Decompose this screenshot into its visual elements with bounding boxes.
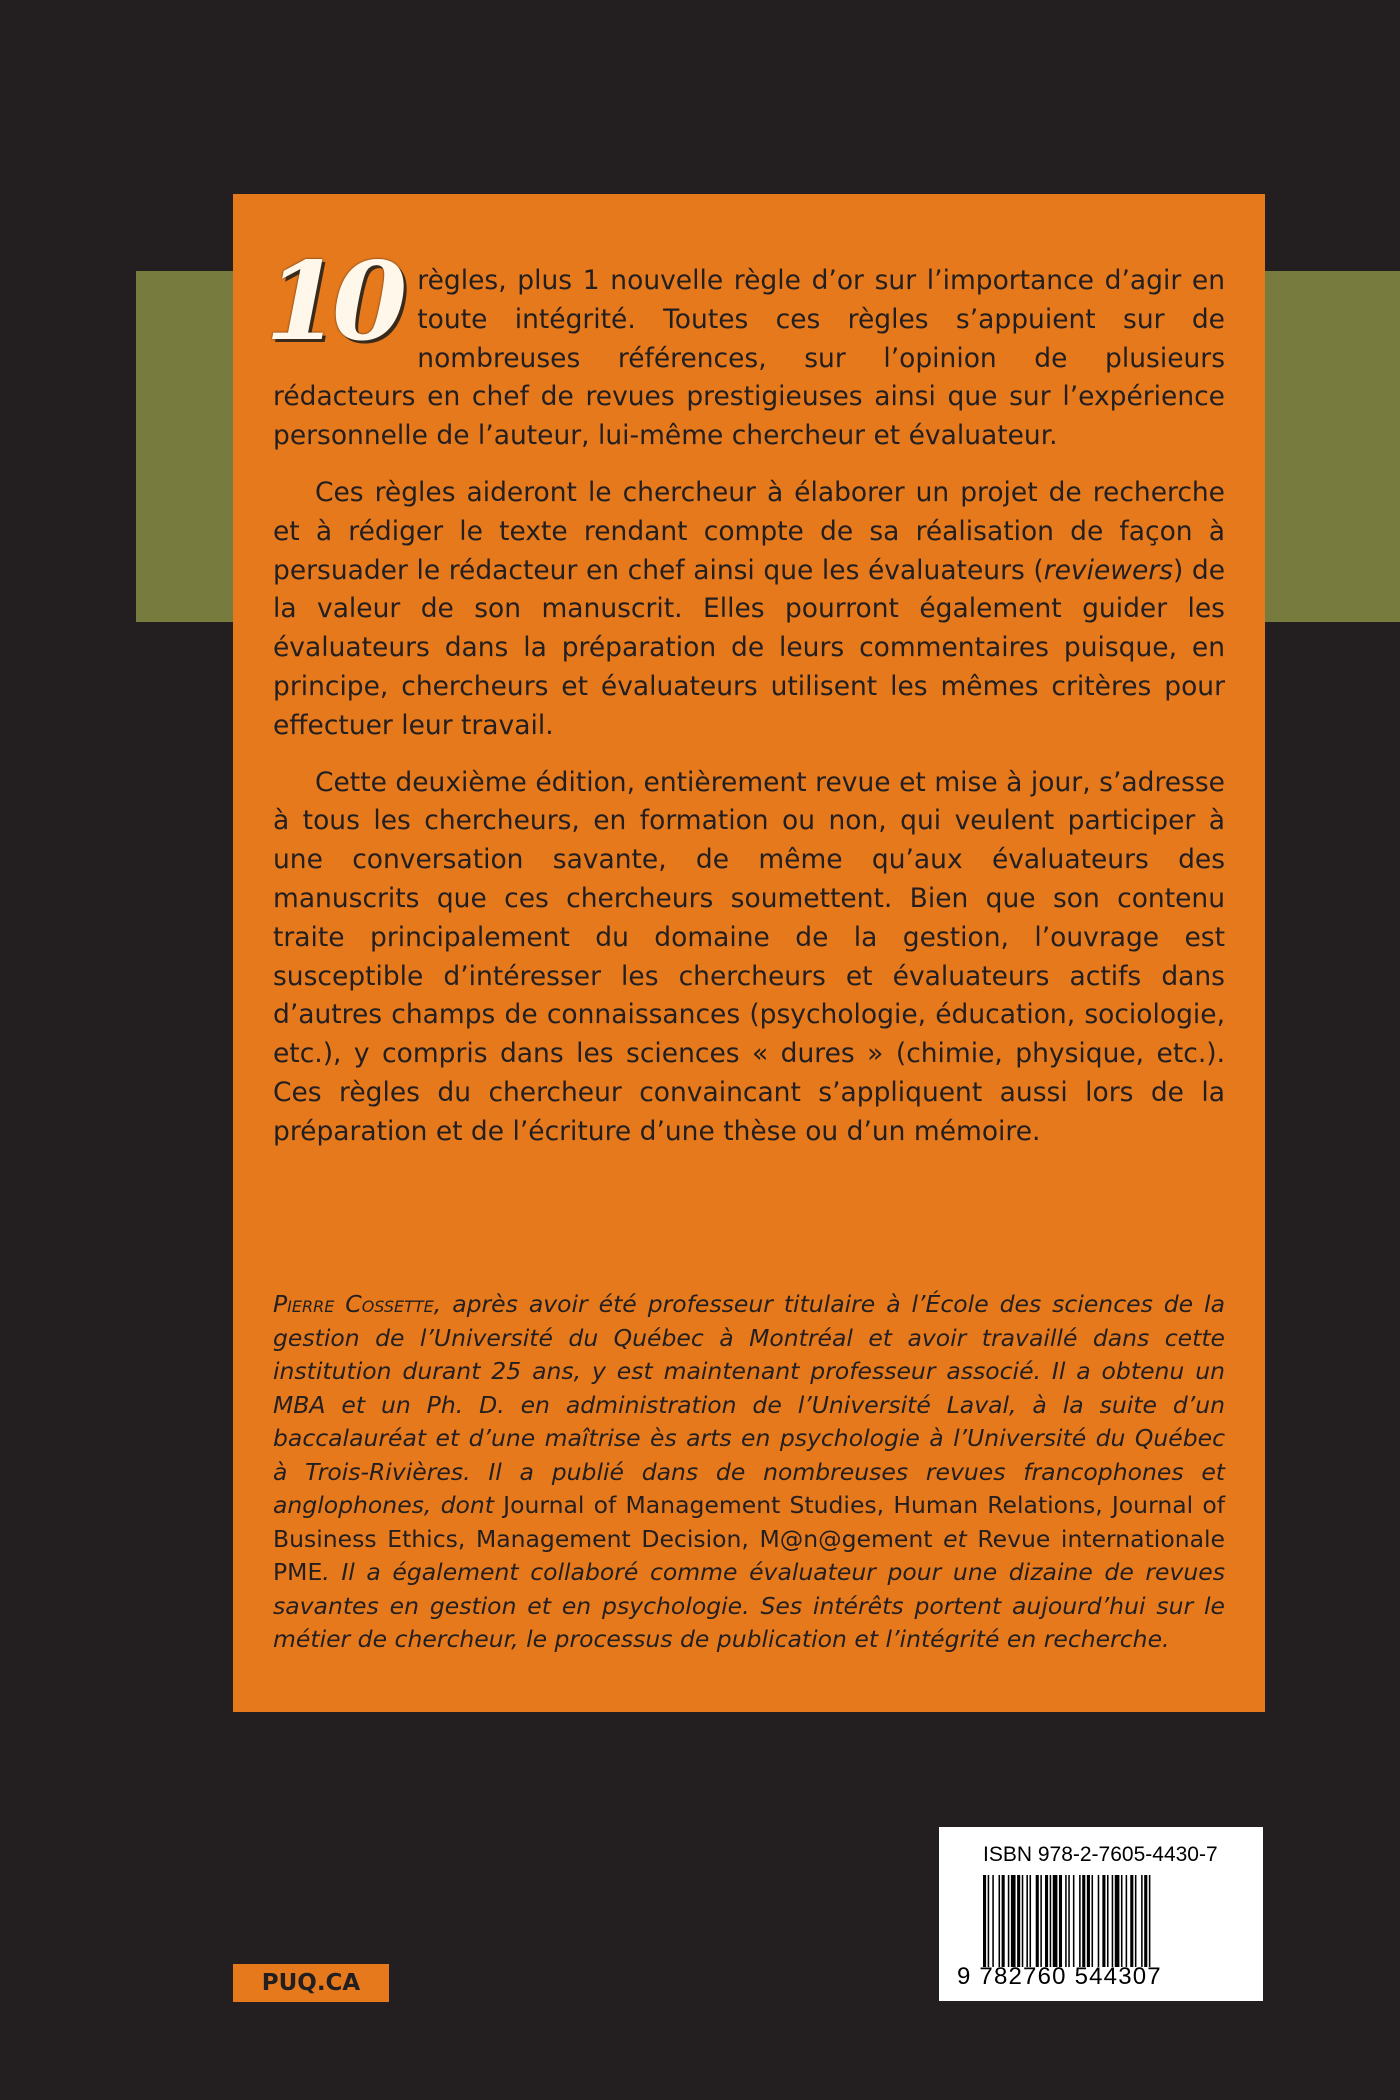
journal-pme: Revue internationale PME (273, 1524, 1225, 1586)
author-name: Pierre Cossette (273, 1290, 434, 1318)
back-cover-text-panel (233, 194, 1265, 1712)
author-bio (273, 1288, 1225, 1657)
right-green-band (1264, 271, 1400, 622)
left-green-band (136, 271, 236, 622)
reviewers-term: reviewers (1043, 554, 1173, 586)
publisher-website[interactable]: PUQ.CA (233, 1964, 389, 2002)
barcode-digits: 9 782760 544307 (957, 1963, 1162, 1990)
bio-text-2: et (932, 1524, 978, 1553)
isbn-barcode-box (939, 1827, 1263, 2001)
intro-text: règles, plus 1 nouvelle règle d’or sur l’importance d’agir en toute intégrité. Toutes ces règles s’appuient sur de nombreuses références, sur l’opinion de plusieurs rédacteurs en chef de revues prestigieuses ainsi que sur l’expérience personnelle de l’auteur, lui-même chercheur et évaluateur. (273, 265, 1225, 452)
intro-paragraph (265, 239, 1225, 456)
bio-text-1: , après avoir été professeur titulaire à l’École des sciences de la gestion de l’Université du Québec à Montréal et avoir travaillé dans cette institution durant 25 ans, y est maintenant professeur associé. Il a obtenu un MBA et un Ph. D. en administration de l’Université Laval, à la suite d’un baccalauréat et d’une maîtrise ès arts en psychologie à l’Université du Québec à Trois-Rivières. Il a publié dans de nombreuses revues francophones et anglophones, dont (273, 1290, 1225, 1519)
isbn-label: ISBN 978-2-7605-4430-7 (983, 1843, 1218, 1866)
purpose-text-a: Ces règles aideront le chercheur à élaborer un projet de recherche et à rédiger le texte rendant compte de sa réalisation de façon à persuader le rédacteur en chef ainsi que les évaluateurs ( (273, 476, 1225, 586)
journal-list: Journal of Management Studies, Human Relations, Journal of Business Ethics, Management Decision, M@n@gement (273, 1491, 1225, 1553)
bio-text-3: . Il a également collaboré comme évaluateur pour une dizaine de revues savantes en gestion et en psychologie. Ses intérêts portent aujourd’hui sur le métier de chercheur, le processus de publication et l’intégrité en recherche. (273, 1558, 1225, 1653)
audience-paragraph: Cette deuxième édition, entièrement revue et mise à jour, s’adresse à tous les chercheurs, en formation ou non, qui veulent participer à une conversation savante, de même qu’aux évaluateurs des manuscrits que ces chercheurs soumettent. Bien que son contenu traite principalement du domaine de la gestion, l’ouvrage est susceptible d’intéresser les chercheurs et évaluateurs actifs dans d’autres champs de connaissances (psychologie, éducation, sociologie, etc.), y compris dans les sciences « dures » (chimie, physique, etc.). Ces règles du chercheur convaincant s’appliquent aussi lors de la préparation et de l’écriture d’une thèse ou d’un mémoire. (273, 766, 1225, 1147)
barcode-icon (983, 1875, 1223, 1967)
dropcap-number: 10 (265, 239, 400, 365)
purpose-text-b: ) de la valeur de son manuscrit. Elles pourront également guider les évaluateurs dans la préparation de leurs commentaires puisque, en principe, chercheurs et évaluateurs utilisent les mêmes critères pour effectuer leur travail. (273, 554, 1226, 741)
purpose-paragraph (273, 474, 1225, 746)
